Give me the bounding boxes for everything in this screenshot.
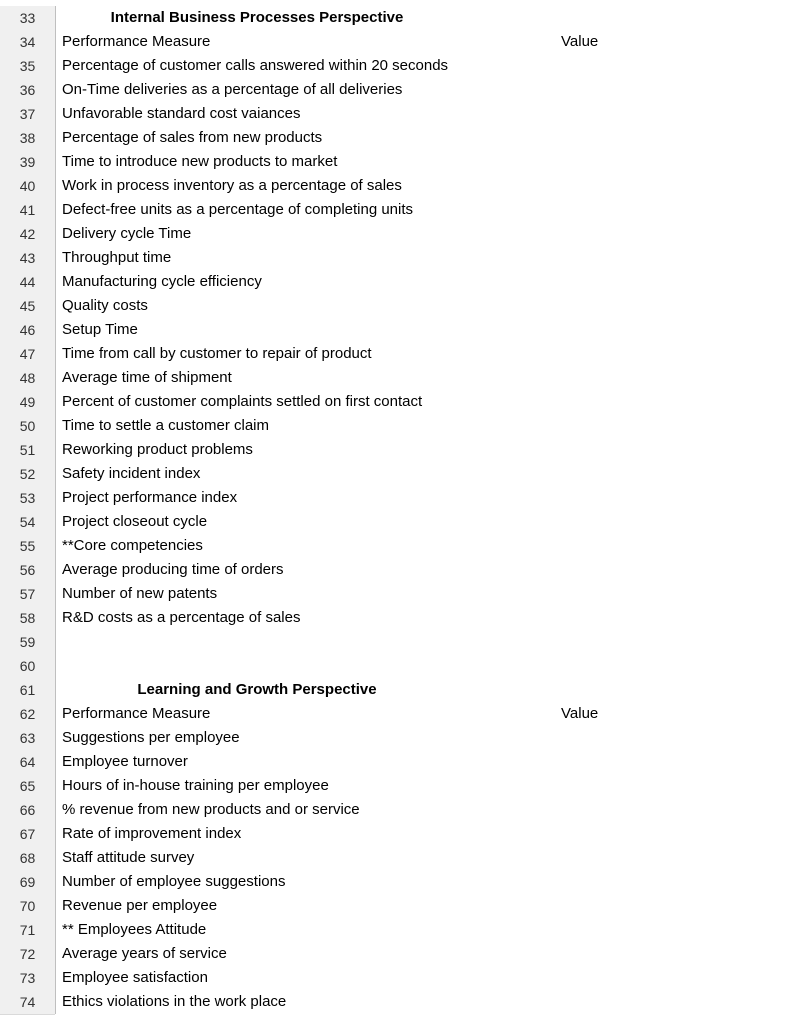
row-header[interactable]: 66 [0,798,56,822]
measure-cell[interactable]: Employee turnover [62,753,188,770]
row-header[interactable]: 51 [0,438,56,462]
measure-cell[interactable]: Number of employee suggestions [62,873,286,890]
measure-cell[interactable]: % revenue from new products and or service [62,801,360,818]
row-header[interactable]: 67 [0,822,56,846]
measure-cell[interactable]: Hours of in-house training per employee [62,777,329,794]
row-header[interactable]: 42 [0,222,56,246]
row-header[interactable]: 62 [0,702,56,726]
sheet-row [0,582,791,606]
sheet-row [0,462,791,486]
measure-cell[interactable]: Time to introduce new products to market [62,153,338,170]
sheet-row [0,6,791,30]
sheet-row [0,486,791,510]
row-header[interactable]: 55 [0,534,56,558]
row-header[interactable]: 46 [0,318,56,342]
row-header[interactable]: 44 [0,270,56,294]
row-header[interactable]: 71 [0,918,56,942]
row-header[interactable]: 43 [0,246,56,270]
section-title-learning[interactable]: Learning and Growth Perspective [137,681,377,698]
sheet-row [0,438,791,462]
sheet-row [0,630,791,654]
sheet-row [0,150,791,174]
row-header[interactable]: 37 [0,102,56,126]
sheet-row [0,198,791,222]
sheet-row [0,822,791,846]
row-header[interactable]: 64 [0,750,56,774]
measure-cell[interactable]: Project closeout cycle [62,513,208,530]
column-header-measure[interactable]: Performance Measure [62,705,211,722]
sheet-row [0,30,791,54]
row-header[interactable]: 50 [0,414,56,438]
sheet-row [0,246,791,270]
row-header[interactable]: 61 [0,678,56,702]
column-header-value[interactable]: Value [561,705,599,722]
measure-cell[interactable]: Average years of service [62,945,227,962]
measure-cell[interactable]: Employee satisfaction [62,969,208,986]
measure-cell[interactable]: Work in process inventory as a percentage of sales [62,177,402,194]
row-header[interactable]: 74 [0,990,56,1014]
sheet-row [0,366,791,390]
measure-cell[interactable]: Time to settle a customer claim [62,417,270,434]
sheet-row [0,846,791,870]
sheet-row [0,870,791,894]
measure-cell[interactable]: Revenue per employee [62,897,218,914]
measure-cell[interactable]: Unfavorable standard cost vaiances [62,105,301,122]
measure-cell[interactable]: Average time of shipment [62,369,232,386]
sheet-row [0,342,791,366]
row-header[interactable]: 53 [0,486,56,510]
row-header[interactable]: 38 [0,126,56,150]
row-header[interactable]: 52 [0,462,56,486]
row-header[interactable]: 63 [0,726,56,750]
measure-cell[interactable]: ** Employees Attitude [62,921,207,938]
row-header[interactable]: 39 [0,150,56,174]
measure-cell[interactable]: Quality costs [62,297,148,314]
sheet-row [0,534,791,558]
measure-cell[interactable]: Rate of improvement index [62,825,242,842]
measure-cell[interactable]: R&D costs as a percentage of sales [62,609,301,626]
row-header[interactable]: 48 [0,366,56,390]
sheet-row [0,726,791,750]
sheet-row [0,414,791,438]
row-header[interactable]: 59 [0,630,56,654]
row-header[interactable]: 34 [0,30,56,54]
row-header[interactable]: 60 [0,654,56,678]
sheet-row [0,942,791,966]
sheet-row [0,174,791,198]
measure-cell[interactable]: Time from call by customer to repair of product [62,345,372,362]
row-header[interactable]: 36 [0,78,56,102]
row-header[interactable]: 72 [0,942,56,966]
row-header[interactable]: 70 [0,894,56,918]
sheet-row [0,798,791,822]
row-header[interactable]: 68 [0,846,56,870]
sheet-row [0,318,791,342]
sheet-row [0,54,791,78]
measure-cell[interactable]: Suggestions per employee [62,729,240,746]
row-header[interactable]: 40 [0,174,56,198]
sheet-row [0,102,791,126]
sheet-row [0,510,791,534]
sheet-row [0,966,791,990]
row-header[interactable]: 49 [0,390,56,414]
sheet-row [0,78,791,102]
measure-cell[interactable]: Reworking product problems [62,441,253,458]
row-header[interactable]: 69 [0,870,56,894]
measure-cell[interactable]: Percent of customer complaints settled on first contact [62,393,423,410]
row-header[interactable]: 45 [0,294,56,318]
sheet-row [0,678,791,702]
row-header[interactable]: 56 [0,558,56,582]
sheet-row [0,774,791,798]
measure-cell[interactable]: Safety incident index [62,465,201,482]
row-header[interactable]: 65 [0,774,56,798]
sheet-row [0,390,791,414]
row-header[interactable]: 33 [0,6,56,30]
measure-cell[interactable]: Percentage of sales from new products [62,129,323,146]
measure-cell[interactable]: Setup Time [62,321,138,338]
row-header[interactable]: 58 [0,606,56,630]
measure-cell[interactable]: Throughput time [62,249,172,266]
sheet-row [0,654,791,678]
measure-cell[interactable]: Number of new patents [62,585,218,602]
row-header[interactable]: 57 [0,582,56,606]
measure-cell[interactable]: On-Time deliveries as a percentage of all deliveries [62,81,403,98]
sheet-row [0,606,791,630]
sheet-row [0,750,791,774]
sheet-row [0,294,791,318]
measure-cell[interactable]: Delivery cycle Time [62,225,192,242]
measure-cell[interactable]: Manufacturing cycle efficiency [62,273,262,290]
measure-cell[interactable]: Staff attitude survey [62,849,195,866]
measure-cell[interactable]: **Core competencies [62,537,203,554]
sheet-row [0,894,791,918]
row-header[interactable]: 73 [0,966,56,990]
row-header[interactable]: 54 [0,510,56,534]
column-header-measure[interactable]: Performance Measure [62,33,211,50]
sheet-row [0,126,791,150]
measure-cell[interactable]: Defect-free units as a percentage of completing units [62,201,414,218]
measure-cell[interactable]: Project performance index [62,489,238,506]
sheet-row [0,918,791,942]
row-header[interactable]: 41 [0,198,56,222]
row-header[interactable]: 35 [0,54,56,78]
measure-cell[interactable]: Ethics violations in the work place [62,993,287,1010]
sheet-row [0,270,791,294]
sheet-row [0,990,791,1014]
row-header[interactable]: 47 [0,342,56,366]
column-header-value[interactable]: Value [561,33,599,50]
sheet-row [0,222,791,246]
measure-cell[interactable]: Percentage of customer calls answered within 20 seconds [62,57,449,74]
section-title-internal[interactable]: Internal Business Processes Perspective [110,9,404,26]
measure-cell[interactable]: Average producing time of orders [62,561,284,578]
sheet-row [0,702,791,726]
sheet-row [0,558,791,582]
